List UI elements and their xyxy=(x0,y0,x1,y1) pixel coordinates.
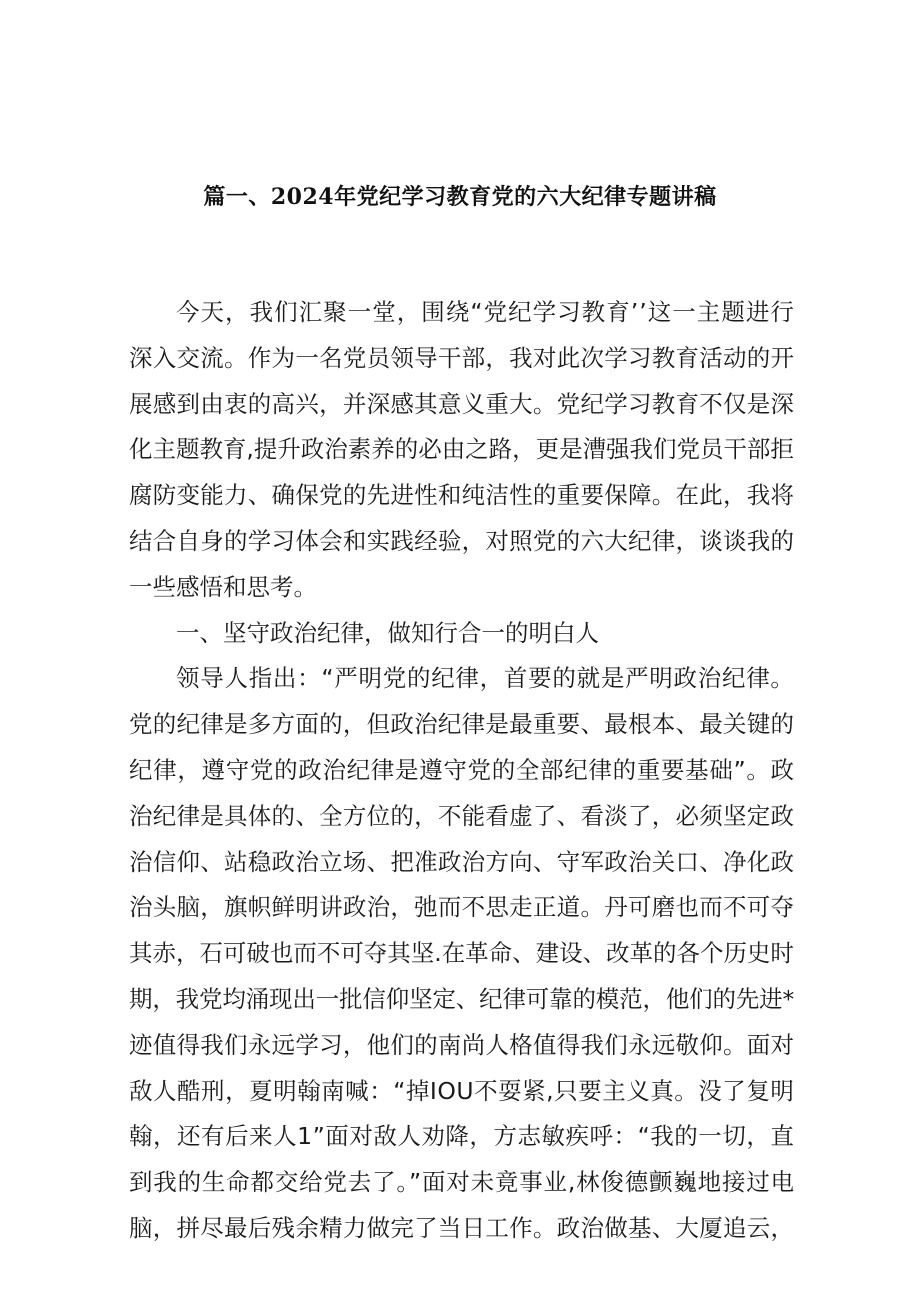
text-line: 展感到由衷的高兴，并深感其意义重大。党纪学习教育不仅是深 xyxy=(129,389,795,418)
text-line: 敌人酷刑，夏明翰南喊：“掉IOU不耍紧,只要主义真。没了复明 xyxy=(129,1076,795,1105)
text-line: 迹值得我们永远学习，他们的南尚人格值得我们永远敬仰。面对 xyxy=(129,1030,795,1059)
document-title: 篇一、2024年党纪学习教育党的六大纪律专题讲稿 xyxy=(203,184,717,210)
text-line: 党的纪律是多方面的，但政治纪律是最重要、最根本、最关键的 xyxy=(129,710,795,739)
text-line: 治头脑，旗帜鲜明讲政治，弛而不思走正道。丹可磨也而不可夺 xyxy=(129,893,795,922)
document-body xyxy=(129,290,794,1252)
text-line: 深入交流。作为一名党员领导干部，我对此次学习教育活动的开 xyxy=(129,343,795,372)
text-line: 治信仰、站稳政治立场、把准政治方向、守军政治关口、净化政 xyxy=(129,847,795,876)
text-line: 纪律，遵守党的政治纪律是遵守党的全部纪律的重要基础”。政 xyxy=(129,755,795,784)
text-line: 其赤，石可破也而不可夺其坚.在革命、建设、改革的各个历史时 xyxy=(129,939,794,968)
text-line: 治纪律是具体的、全方位的，不能看虚了、看淡了，必须坚定政 xyxy=(129,801,795,830)
text-line: 翰，还有后来人1”面对敌人劝降，方志敏疾呼：“我的一切，直 xyxy=(129,1122,795,1151)
text-line: 腐防变能力、确保党的先进性和纯洁性的重要保障。在此，我将 xyxy=(129,481,795,510)
text-line: 脑，拼尽最后残余精力做完了当日工作。政治做基、大厦追云， xyxy=(129,1213,795,1242)
text-line: 今天，我们汇聚一堂，围绕“党纪学习教育’’这一主题进行 xyxy=(176,298,795,326)
section-heading: 一、坚守政治纪律，做知行合一的明白人 xyxy=(176,618,599,647)
text-line: 结合自身的学习体会和实践经验，对照党的六大纪律，谈谈我的 xyxy=(129,526,795,555)
text-line: 到我的生命都交给党去了。”面对未竟事业,林俊德颤巍地接过电 xyxy=(129,1168,795,1197)
text-line: 期，我党均涌现出一批信仰坚定、纪律可靠的模范，他们的先进* xyxy=(129,984,795,1013)
text-line: 化主题教育,提升政治素养的必由之路，更是漕强我们党员干部拒 xyxy=(129,435,794,464)
text-line: 领导人指出：“严明党的纪律，首要的就是严明政治纪律。 xyxy=(176,664,795,693)
text-line: 一些感悟和思考。 xyxy=(129,572,317,601)
